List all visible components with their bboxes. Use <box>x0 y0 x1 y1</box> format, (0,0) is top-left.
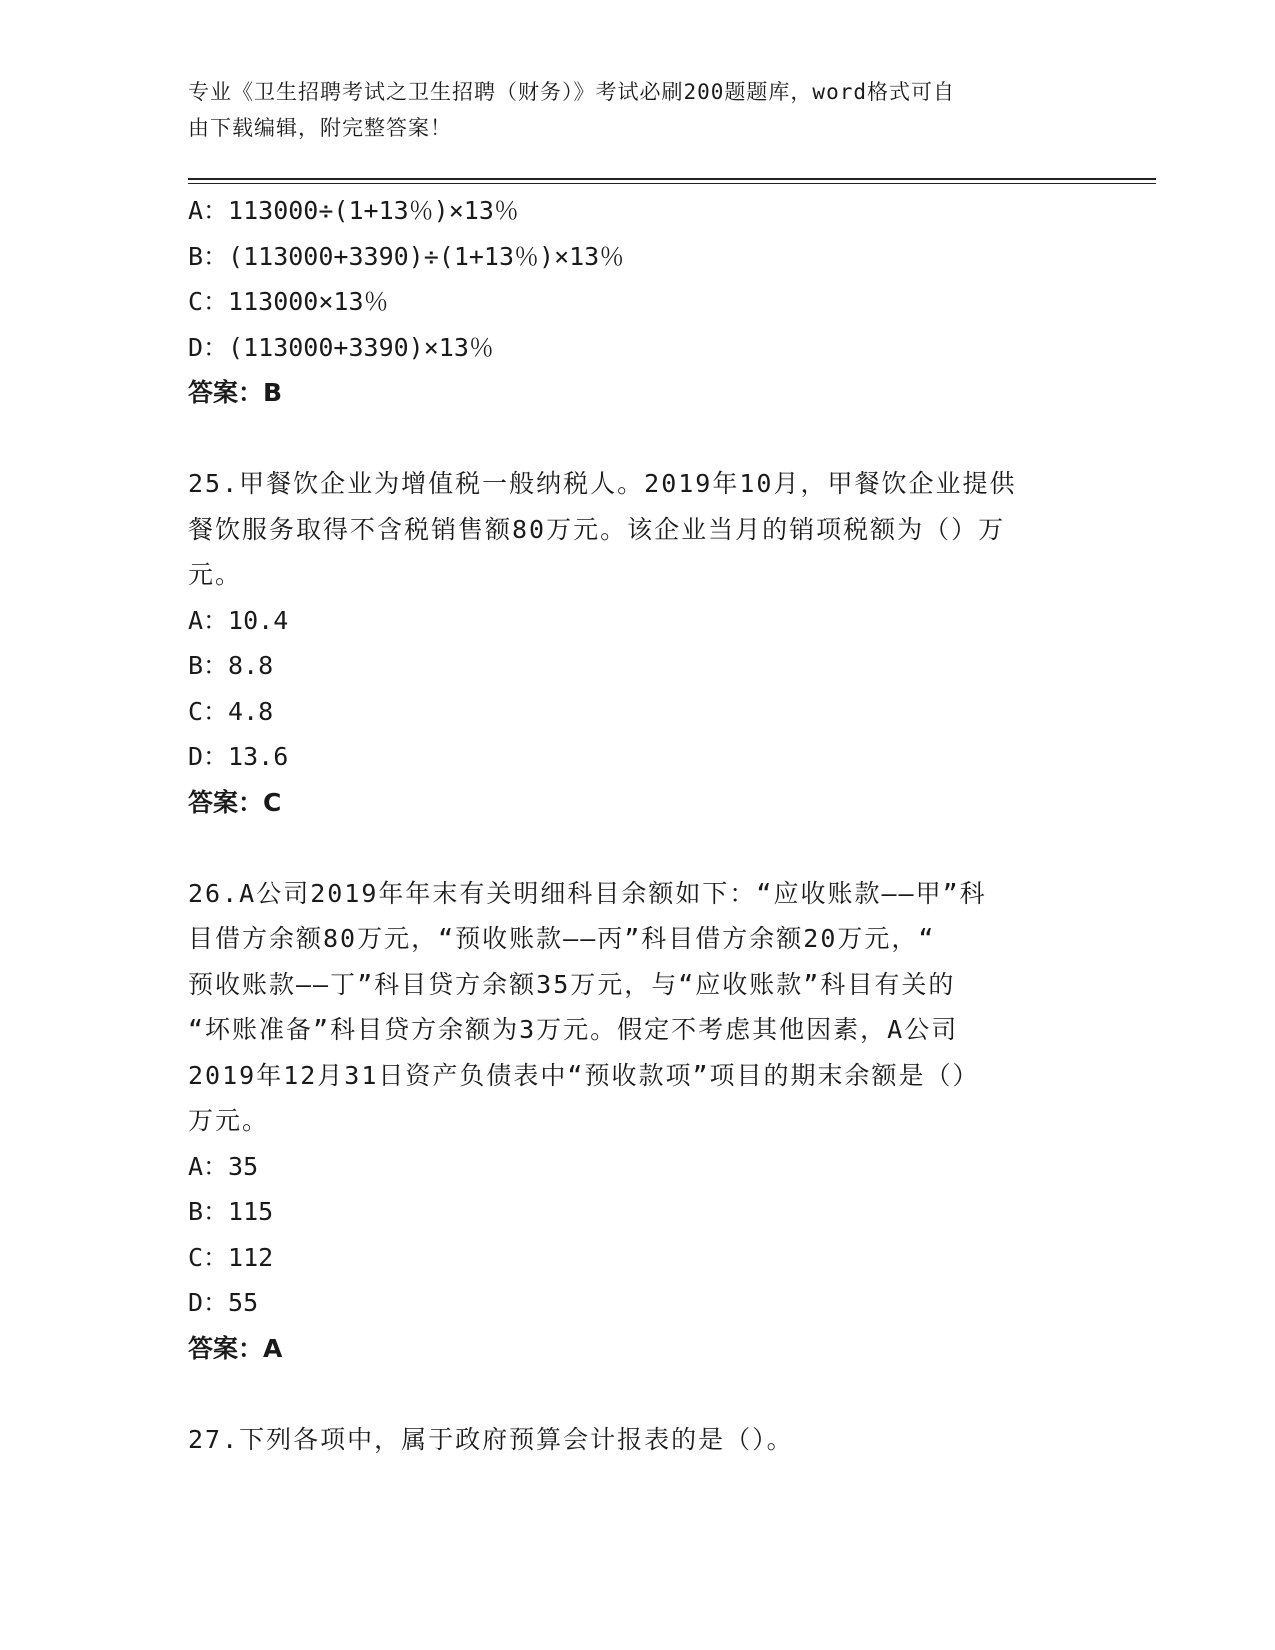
option-a: A：113000÷(1+13％)×13％ <box>188 196 519 225</box>
answer: 答案：A <box>188 1333 283 1363</box>
answer: 答案：C <box>188 787 282 817</box>
answer: 答案：B <box>188 378 283 407</box>
question-text-line: 餐饮服务取得不含税销售额80万元。该企业当月的销项税额为（）万 <box>188 514 1006 544</box>
option-c: C：113000×13％ <box>188 287 389 316</box>
document-header <box>188 74 1068 146</box>
option-c: C：112 <box>188 1242 274 1272</box>
option-c: C：4.8 <box>188 696 274 726</box>
spacer <box>188 1371 1088 1417</box>
question-text-line: 25.甲餐饮企业为增值税一般纳税人。2019年10月，甲餐饮企业提供 <box>188 469 1017 498</box>
question-text-line: 26.A公司2019年年末有关明细科目余额如下：“应收账款——甲”科 <box>188 878 987 908</box>
question-text-line: 万元。 <box>188 1106 270 1135</box>
question-text-line: 预收账款——丁”科目贷方余额35万元，与“应收账款”科目有关的 <box>188 969 956 999</box>
spacer <box>188 416 1088 462</box>
question-text-line: “坏账准备”科目贷方余额为3万元。假定不考虑其他因素，A公司 <box>188 1015 959 1044</box>
question-24 <box>188 188 1088 416</box>
option-b: B：8.8 <box>188 651 274 680</box>
question-list <box>188 188 1088 1462</box>
header-divider-thin <box>188 183 1156 184</box>
spacer <box>188 825 1088 871</box>
option-d: D：55 <box>188 1288 259 1317</box>
question-text-line: 2019年12月31日资产负债表中“预收款项”项目的期末余额是（） <box>188 1060 980 1090</box>
question-text-line: 元。 <box>188 560 243 589</box>
option-b: B：115 <box>188 1197 274 1226</box>
option-b: B：(113000+3390)÷(1+13％)×13％ <box>188 241 625 271</box>
header-line-1: 专业《卫生招聘考试之卫生招聘（财务）》考试必刷200题题库，word格式可自 <box>188 80 955 104</box>
header-line-2: 由下载编辑，附完整答案！ <box>188 116 452 140</box>
question-26 <box>188 871 1088 1372</box>
header-divider-thick <box>188 178 1156 180</box>
option-a: A：10.4 <box>188 605 289 635</box>
option-a: A：35 <box>188 1151 259 1181</box>
question-text-line: 27.下列各项中，属于政府预算会计报表的是（）。 <box>188 1424 794 1454</box>
question-text-line: 目借方余额80万元，“预收账款——丙”科目借方余额20万元，“ <box>188 924 936 953</box>
option-d: D：(113000+3390)×13％ <box>188 332 494 362</box>
question-27 <box>188 1417 1088 1463</box>
option-d: D：13.6 <box>188 742 289 771</box>
question-25 <box>188 461 1088 825</box>
